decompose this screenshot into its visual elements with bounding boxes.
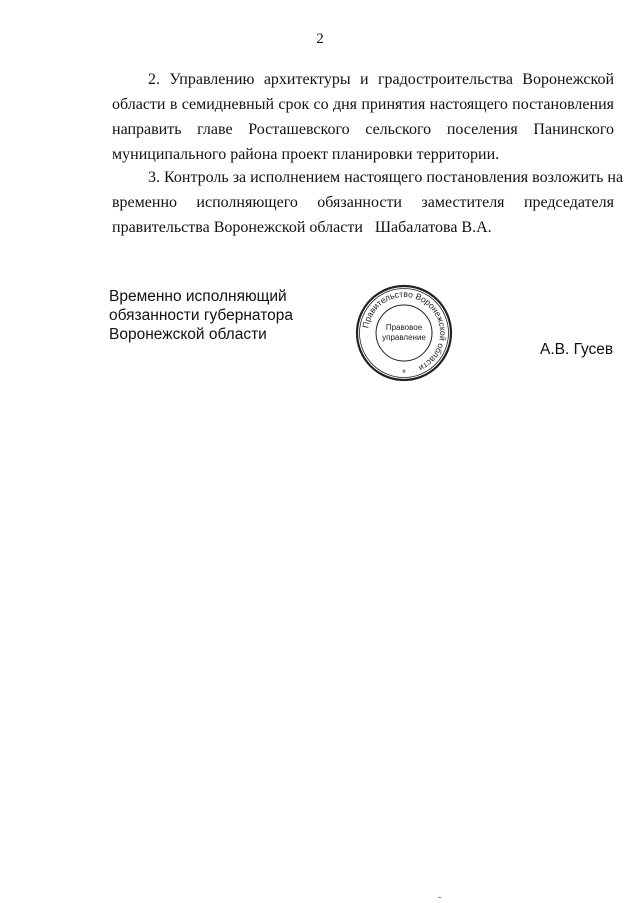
scan-artifact: [438, 897, 441, 898]
seal-star: *: [402, 368, 406, 378]
paragraph-line: 2. Управлению архитектуры и градостроительства Воронежской: [148, 71, 614, 88]
paragraph-item-2: [112, 67, 614, 167]
paragraph-line: муниципального района проект планировки территории.: [112, 146, 500, 163]
paragraph-line: 3. Контроль за исполнением настоящего постановления возложить на: [148, 169, 624, 186]
paragraph-line: направить главе Росташевского сельского поселения Панинского: [112, 121, 614, 138]
paragraph-item-3: [112, 165, 624, 240]
signer-position-line: обязанности губернатора: [109, 307, 293, 324]
paragraph-line: области в семидневный срок со дня принятия настоящего постановления: [112, 96, 614, 113]
paragraph-line: правительства Воронежской области Шабалатова В.А.: [112, 219, 492, 236]
seal-center-line1: Правовое: [385, 323, 423, 332]
signer-position-line: Временно исполняющий: [109, 288, 287, 305]
signer-name: А.В. Гусев: [540, 341, 614, 358]
seal-center-line2: управление: [382, 333, 426, 342]
signer-position: [109, 287, 293, 344]
page-number: 2: [316, 31, 324, 47]
seal-icon: [354, 283, 454, 383]
paragraph-line: временно исполняющего обязанности заместителя председателя: [112, 194, 614, 211]
seal-ring-text: Правительство Воронежской области: [360, 288, 449, 374]
official-seal-stamp: [354, 283, 454, 383]
signer-position-line: Воронежской области: [109, 326, 267, 343]
